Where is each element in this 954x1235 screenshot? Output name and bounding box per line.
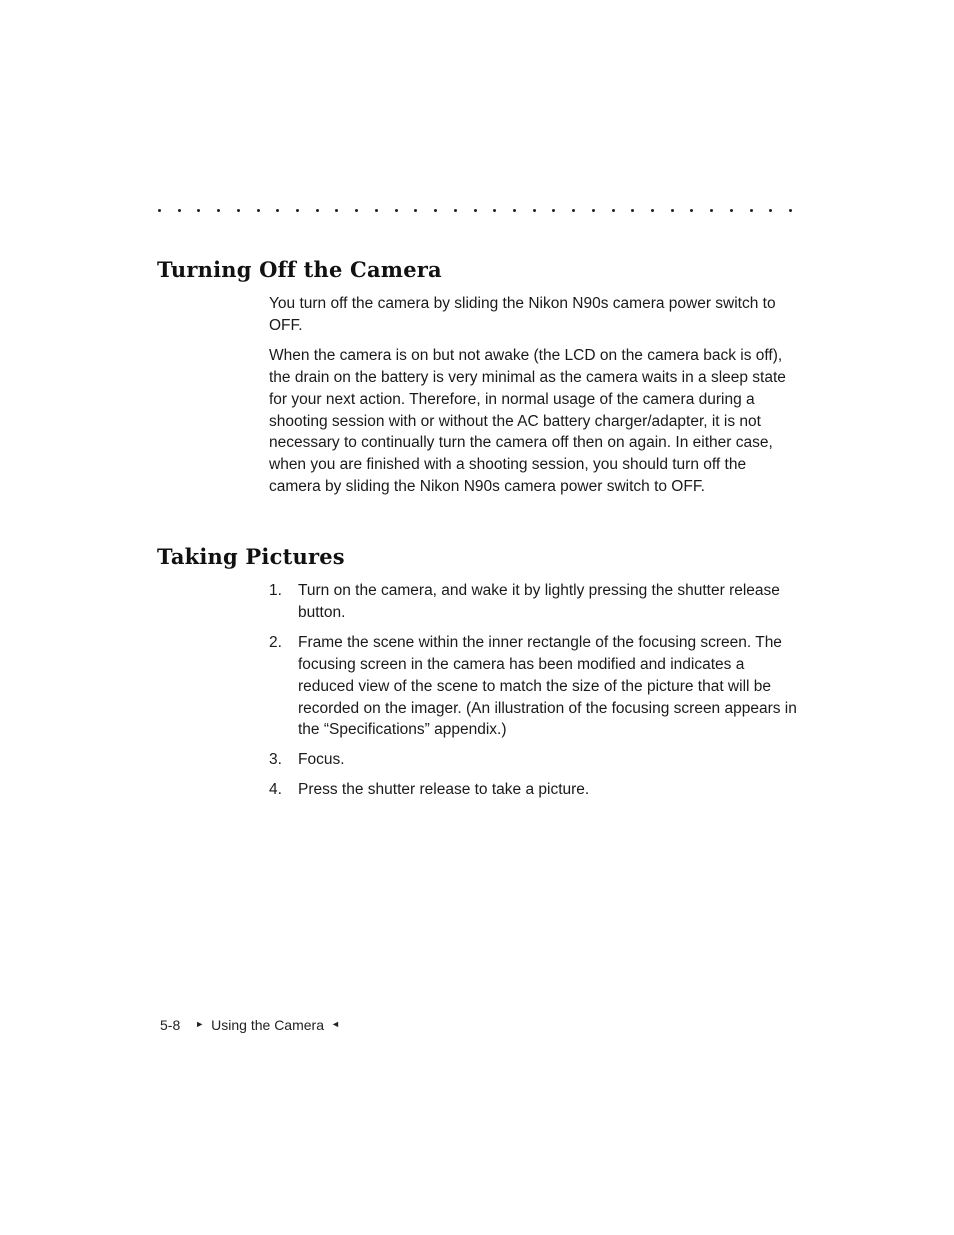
list-item [269,632,799,742]
paragraph: You turn off the camera by sliding the Nikon N90s camera power switch to OFF. [269,295,776,334]
section-heading-taking-pictures: Taking Pictures [157,544,345,569]
section-heading-turning-off: Turning Off the Camera [157,257,442,282]
step-text: Press the shutter release to take a picture. [298,781,590,799]
paragraph: When the camera is on but not awake (the LCD on the camera back is off), the drain on the battery is very minimal as the camera waits in a sleep state for your next action. Therefore, in normal usage of the camera during a shooting session with or without the AC battery charger/adapter, it is not necessary to continually turn the camera off then on again. In either case, when you are finished with a shooting session, you should turn off the camera by sliding the Nikon N90s camera power switch to OFF. [269,346,786,496]
list-item [269,749,799,771]
section-body-taking-pictures [269,580,799,809]
step-number: 4. [269,781,282,799]
page-number: 5-8 [160,1017,181,1033]
chapter-title: Using the Camera [211,1017,324,1033]
step-number: 1. [269,582,282,599]
step-text: Turn on the camera, and wake it by lightly pressing the shutter release button. [298,582,780,621]
left-triangle-icon: ◄ [330,1019,340,1029]
list-item [269,779,799,801]
page-footer [160,1017,340,1033]
step-text: Frame the scene within the inner rectangle of the focusing screen. The focusing screen in the camera has been modified and indicates a reduced view of the scene to match the size of the picture that will be recorded on the imager. (An illustration of the focusing screen appears in the “Specifications” appendix.) [298,633,797,739]
step-number: 2. [269,633,282,651]
step-text: Focus. [298,751,345,769]
dotted-rule [158,203,792,217]
right-triangle-icon: ► [195,1019,205,1029]
list-item [269,580,799,624]
section-body-turning-off [269,293,799,506]
steps-list [269,580,799,801]
step-number: 3. [269,751,282,769]
